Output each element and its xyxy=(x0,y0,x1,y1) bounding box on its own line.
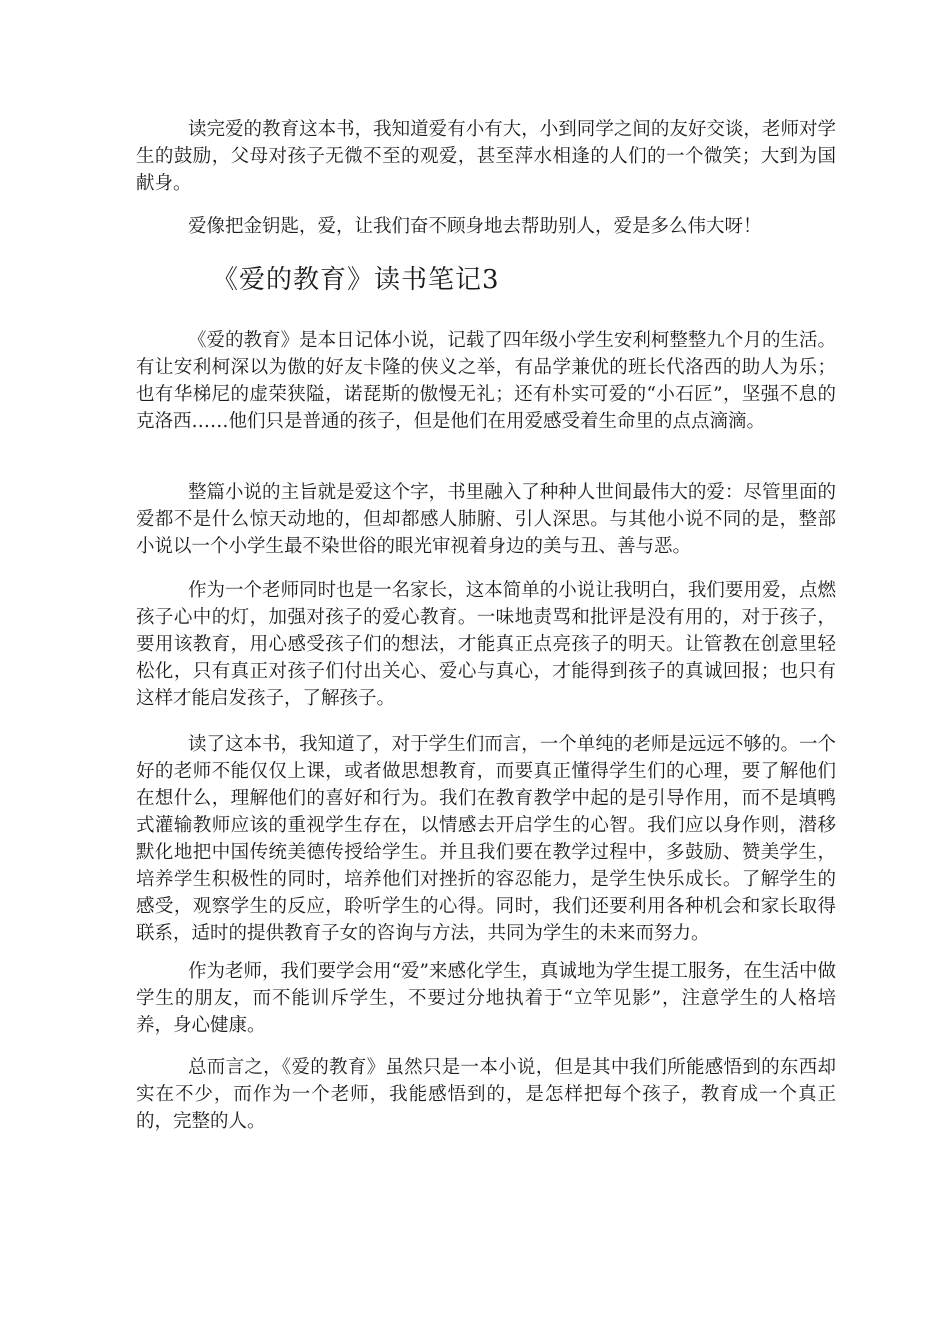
paragraph-theme: 整篇小说的主旨就是爱这个字，书里融入了种种人世间最伟大的爱：尽管里面的爱都不是什么惊天动地的，但却都感人肺腑、引人深思。与其他小说不同的是，整部小说以一个小学生最不染世俗的眼光审视着身边的美与丑、善与恶。 xyxy=(136,482,836,557)
paragraph-as-teacher: 作为老师，我们要学会用“爱”来感化学生，真诚地为学生提工服务，在生活中做学生的朋友，而不能训斥学生，不要过分地执着于“立竿见影”，注意学生的人格培养，身心健康。 xyxy=(136,961,836,1036)
paragraph-conclusion: 总而言之，《爱的教育》虽然只是一本小说，但是其中我们所能感悟到的东西却实在不少，而作为一个老师，我能感悟到的，是怎样把每个孩子，教育成一个真正的，完整的人。 xyxy=(136,1057,836,1132)
paragraph-love-size: 读完爱的教育这本书，我知道爱有小有大，小到同学之间的友好交谈，老师对学生的鼓励，父母对孩子无微不至的观爱，甚至萍水相逢的人们的一个微笑；大到为国献身。 xyxy=(136,119,836,194)
paragraph-intro: 《爱的教育》是本日记体小说，记载了四年级小学生安利柯整整九个月的生活。有让安利柯深以为傲的好友卡隆的侠义之举，有品学兼优的班长代洛西的助人为乐；也有华梯尼的虚荣狭隘，诺琵斯的傲慢无礼；还有朴实可爱的“小石匠”，坚强不息的克洛西……他们只是普通的孩子，但是他们在用爱感受着生命里的点点滴滴。 xyxy=(136,330,836,432)
section-heading: 《爱的教育》读书笔记3 xyxy=(212,265,500,295)
paragraph-golden-key: 爱像把金钥匙，爱，让我们奋不顾身地去帮助别人，爱是多么伟大呀！ xyxy=(188,216,762,237)
paragraph-teacher-parent: 作为一个老师同时也是一名家长，这本简单的小说让我明白，我们要用爱，点燃孩子心中的灯，加强对孩子的爱心教育。一味地责骂和批评是没有用的，对于孩子，要用该教育，用心感受孩子们的想法，才能真正点亮孩子的明天。让管教在创意里轻松化，只有真正对孩子们付出关心、爱心与真心，才能得到孩子的真诚回报；也只有这样才能启发孩子，了解孩子。 xyxy=(136,580,836,709)
paragraph-reflection: 读了这本书，我知道了，对于学生们而言，一个单纯的老师是远远不够的。一个好的老师不能仅仅上课，或者做思想教育，而要真正懂得学生们的心理，要了解他们在想什么，理解他们的喜好和行为。我们在教育教学中起的是引导作用，而不是填鸭式灌输教师应该的重视学生存在，以情感去开启学生的心智。我们应以身作则，潜移默化地把中国传统美德传授给学生。并且我们要在教学过程中，多鼓励、赞美学生，培养学生积极性的同时，培养他们对挫折的容忍能力，是学生快乐成长。了解学生的感受，观察学生的反应，聆听学生的心得。同时，我们还要利用各种机会和家长取得联系，适时的提供教育子女的咨询与方法，共同为学生的未来而努力。 xyxy=(136,734,836,944)
